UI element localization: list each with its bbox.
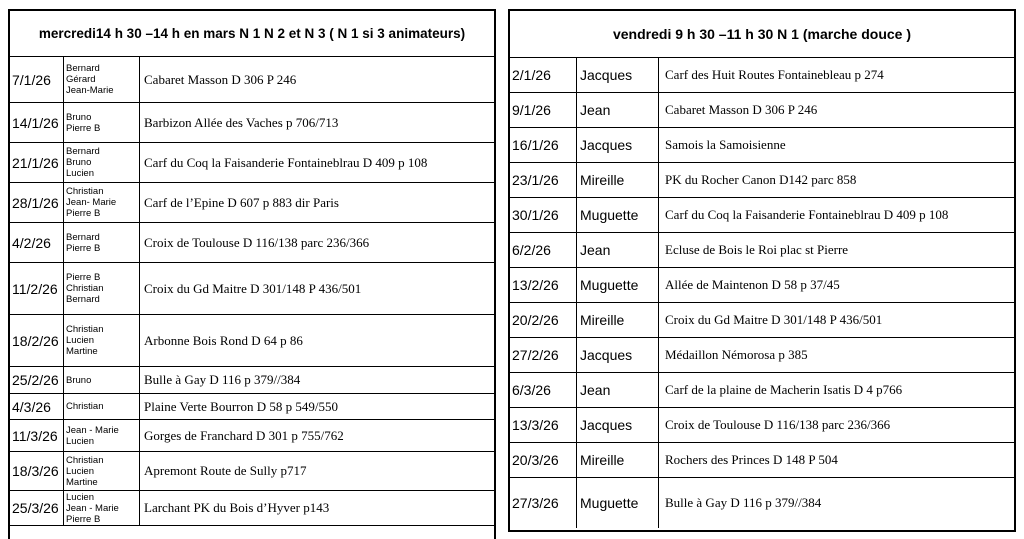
date-cell: 30/1/26 — [510, 198, 577, 232]
animator-cell: Muguette — [577, 478, 659, 528]
walk-cell: Apremont Route de Sully p717 — [144, 463, 307, 478]
table-row — [10, 452, 494, 491]
animator-name: Lucien — [66, 465, 94, 477]
walk-cell: Arbonne Bois Rond D 64 p 86 — [144, 332, 303, 348]
animator-cell: Jacques — [577, 408, 659, 442]
table-row — [510, 198, 1014, 233]
animator-name: Lucien — [66, 335, 94, 346]
date-cell: 20/3/26 — [510, 443, 577, 477]
animator-name: Jean - Marie — [66, 424, 119, 436]
table-row — [10, 57, 494, 103]
animator-cell: Jacques — [577, 58, 659, 92]
date-cell: 13/3/26 — [510, 408, 577, 442]
table-row — [10, 183, 494, 223]
date-cell: 21/1/26 — [10, 143, 64, 182]
date-cell: 4/2/26 — [10, 223, 64, 262]
animators-cell — [64, 263, 140, 314]
table-row — [10, 143, 494, 183]
date-cell: 11/2/26 — [10, 263, 64, 314]
animator-name: Bernard — [66, 294, 100, 305]
animator-name: Martine — [66, 476, 98, 488]
animators-cell — [64, 183, 140, 222]
date-cell: 18/2/26 — [10, 315, 64, 366]
animator-cell: Jean — [577, 233, 659, 267]
animator-name: Christian — [66, 401, 104, 412]
animator-name: Lucien — [66, 168, 94, 179]
friday-table-title: vendredi 9 h 30 –11 h 30 N 1 (marche douce ) — [510, 11, 1014, 58]
animator-name: Bernard — [66, 231, 100, 243]
animator-cell: Muguette — [577, 268, 659, 302]
walk-cell: Barbizon Allée des Vaches p 706/713 — [144, 114, 339, 130]
animator-name: Pierre B — [66, 513, 101, 525]
date-cell: 20/2/26 — [510, 303, 577, 337]
animator-name: Jean- Marie — [66, 197, 117, 208]
animators-cell — [64, 143, 140, 182]
table-row — [510, 373, 1014, 408]
animator-name: Pierre B — [66, 242, 101, 254]
walk-cell: PK du Rocher Canon D142 parc 858 — [665, 172, 857, 187]
walk-cell: Médaillon Némorosa p 385 — [665, 347, 808, 362]
animator-cell: Jacques — [577, 338, 659, 372]
walk-cell: Bulle à Gay D 116 p 379//384 — [144, 372, 301, 387]
walk-cell: Larchant PK du Bois d’Hyver p143 — [144, 500, 330, 515]
wednesday-rows — [10, 57, 494, 526]
animator-name: Gérard — [66, 74, 96, 85]
walk-cell: Carf des Huit Routes Fontainebleau p 274 — [665, 67, 884, 82]
animator-cell: Jean — [577, 373, 659, 407]
table-row — [510, 443, 1014, 478]
animators-cell — [64, 452, 140, 490]
walk-cell: Croix du Gd Maitre D 301/148 P 436/501 — [665, 312, 883, 327]
animator-name: Bruno — [66, 111, 92, 123]
friday-schedule-table — [508, 9, 1016, 532]
walk-cell: Carf du Coq la Faisanderie Fontaineblrau D 409 p 108 — [665, 207, 949, 222]
friday-rows — [510, 58, 1014, 528]
walk-cell: Gorges de Franchard D 301 p 755/762 — [144, 427, 344, 443]
animator-name: Christian — [66, 186, 104, 197]
animator-name: Lucien — [66, 435, 94, 447]
animator-name: Pierre B — [66, 272, 101, 283]
table-row — [10, 491, 494, 526]
animator-name: Jean-Marie — [66, 85, 114, 96]
animators-cell — [64, 57, 140, 102]
date-cell: 25/2/26 — [10, 367, 64, 393]
table-row — [510, 303, 1014, 338]
table-row — [510, 128, 1014, 163]
animators-cell — [64, 367, 140, 393]
animators-cell — [64, 315, 140, 366]
table-row — [510, 408, 1014, 443]
walk-cell: Croix de Toulouse D 116/138 parc 236/366 — [144, 234, 370, 250]
animator-name: Pierre B — [66, 208, 101, 219]
date-cell: 2/1/26 — [510, 58, 577, 92]
table-row — [510, 233, 1014, 268]
animators-cell — [64, 420, 140, 451]
walk-cell: Croix du Gd Maitre D 301/148 P 436/501 — [144, 280, 362, 296]
table-row — [10, 315, 494, 367]
animator-cell: Muguette — [577, 198, 659, 232]
date-cell: 16/1/26 — [510, 128, 577, 162]
animator-name: Bernard — [66, 63, 100, 74]
date-cell: 23/1/26 — [510, 163, 577, 197]
animators-cell — [64, 223, 140, 262]
animator-cell: Mireille — [577, 443, 659, 477]
date-cell: 9/1/26 — [510, 93, 577, 127]
table-row — [510, 338, 1014, 373]
table-row — [510, 268, 1014, 303]
date-cell: 7/1/26 — [10, 57, 64, 102]
date-cell: 28/1/26 — [10, 183, 64, 222]
date-cell: 27/3/26 — [510, 478, 577, 528]
animator-cell: Mireille — [577, 303, 659, 337]
table-row — [10, 223, 494, 263]
date-cell: 25/3/26 — [10, 491, 64, 525]
animator-name: Lucien — [66, 491, 94, 503]
walk-cell: Croix de Toulouse D 116/138 parc 236/366 — [665, 417, 891, 432]
date-cell: 6/2/26 — [510, 233, 577, 267]
wednesday-table-title: mercredi14 h 30 –14 h en mars N 1 N 2 et N 3 ( N 1 si 3 animateurs) — [10, 11, 494, 57]
date-cell: 6/3/26 — [510, 373, 577, 407]
table-row — [10, 394, 494, 420]
table-row — [10, 367, 494, 394]
animator-name: Bruno — [66, 157, 92, 168]
animator-cell: Jacques — [577, 128, 659, 162]
walk-cell: Plaine Verte Bourron D 58 p 549/550 — [144, 398, 339, 414]
table-row — [10, 263, 494, 315]
animator-name: Pierre B — [66, 122, 101, 134]
date-cell: 4/3/26 — [10, 394, 64, 419]
walk-cell: Samois la Samoisienne — [665, 137, 786, 152]
date-cell: 27/2/26 — [510, 338, 577, 372]
table-row — [10, 103, 494, 143]
walk-cell: Cabaret Masson D 306 P 246 — [144, 71, 297, 87]
date-cell: 18/3/26 — [10, 452, 64, 490]
date-cell: 14/1/26 — [10, 103, 64, 142]
animator-name: Bernard — [66, 146, 100, 157]
animator-name: Martine — [66, 346, 98, 357]
table-row — [10, 420, 494, 452]
animator-cell: Mireille — [577, 163, 659, 197]
date-cell: 13/2/26 — [510, 268, 577, 302]
animators-cell — [64, 394, 140, 419]
walk-cell: Ecluse de Bois le Roi plac st Pierre — [665, 242, 849, 257]
walk-cell: Carf de l’Epine D 607 p 883 dir Paris — [144, 194, 339, 210]
walk-cell: Allée de Maintenon D 58 p 37/45 — [665, 277, 840, 292]
walk-cell: Carf du Coq la Faisanderie Fontaineblrau D 409 p 108 — [144, 154, 428, 170]
animator-cell: Jean — [577, 93, 659, 127]
table-row — [510, 478, 1014, 528]
walk-cell: Bulle à Gay D 116 p 379//384 — [665, 495, 822, 510]
animator-name: Jean - Marie — [66, 502, 119, 514]
table-row — [510, 58, 1014, 93]
walk-cell: Rochers des Princes D 148 P 504 — [665, 452, 838, 467]
animator-name: Christian — [66, 283, 104, 294]
walk-cell: Cabaret Masson D 306 P 246 — [665, 102, 818, 117]
animator-name: Bruno — [66, 374, 92, 386]
walk-cell: Carf de la plaine de Macherin Isatis D 4 p766 — [665, 382, 903, 397]
wednesday-schedule-table — [8, 9, 496, 539]
table-row — [510, 93, 1014, 128]
animators-cell — [64, 491, 140, 525]
animator-name: Christian — [66, 454, 104, 466]
date-cell: 11/3/26 — [10, 420, 64, 451]
animators-cell — [64, 103, 140, 142]
animator-name: Christian — [66, 324, 104, 335]
table-row — [510, 163, 1014, 198]
